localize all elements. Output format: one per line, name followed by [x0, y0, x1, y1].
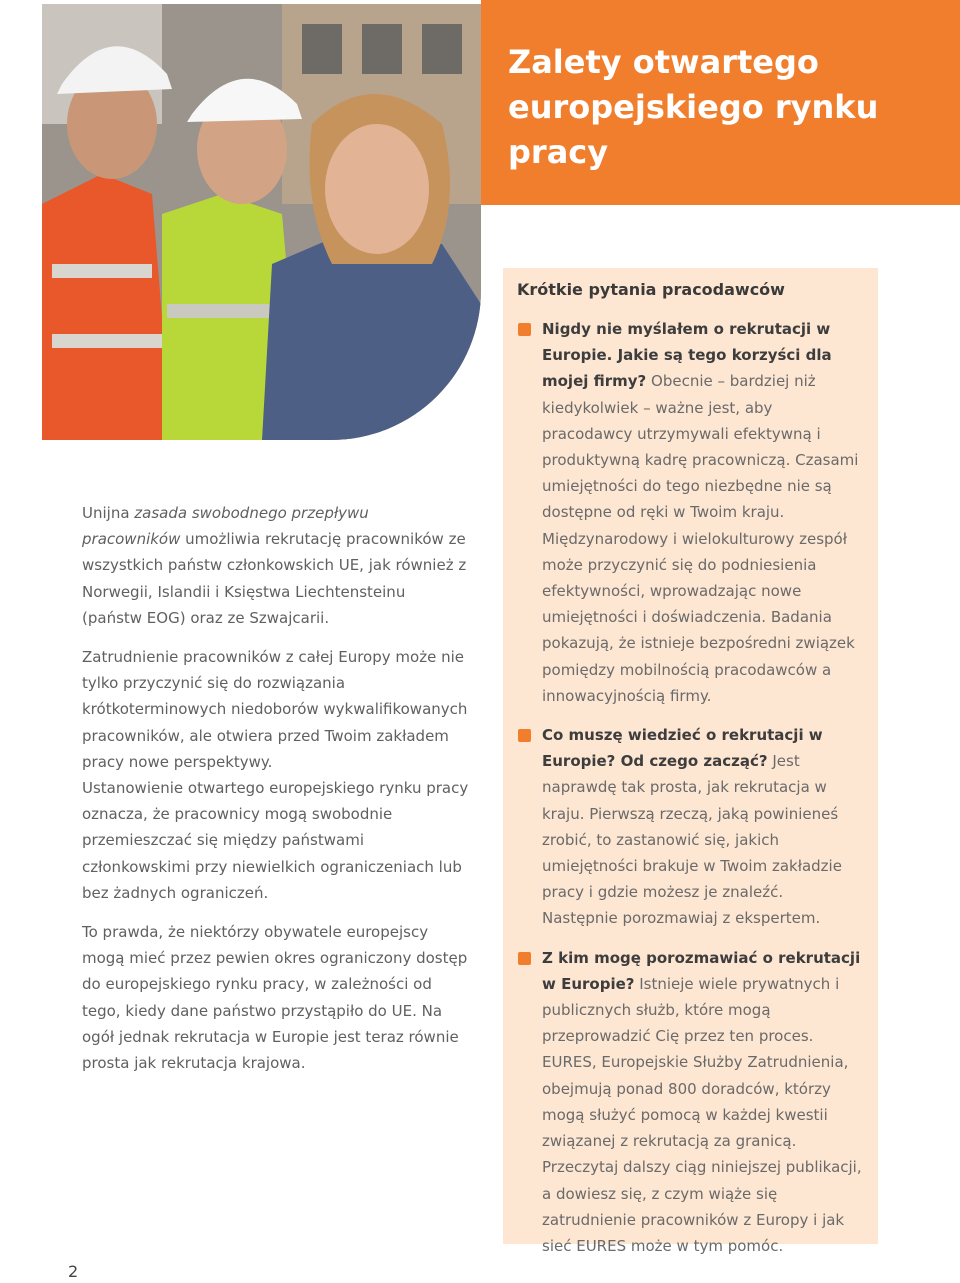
square-bullet-icon	[518, 952, 531, 965]
photo-illustration	[42, 4, 481, 440]
intro-paragraph-3: Ustanowienie otwartego europejskiego rynku pracy oznacza, że pracownicy mogą swobodnie przemieszczać się między państwami członkowskimi przy niewielkich ograniczeniach lub bez żadnych ograniczeń.	[82, 779, 469, 902]
page-title: Zalety otwartego europejskiego rynku pracy	[508, 43, 879, 171]
question-item	[518, 316, 863, 709]
question-text: Nigdy nie myślałem o rekrutacji w Europie. Jakie są tego korzyści dla mojej firmy?	[542, 320, 832, 391]
intro-paragraph-2: Zatrudnienie pracowników z całej Europy może nie tylko przyczynić się do rozwiązania krótkoterminowych niedoborów wykwalifikowanych pracowników, ale otwiera przed Twoim zakładem pracy nowe perspektywy.	[82, 648, 468, 771]
questions-list	[518, 316, 863, 1272]
free-movement-phrase: zasada swobodnego przepływu pracowników	[82, 504, 369, 549]
question-item	[518, 945, 863, 1259]
question-text: Co muszę wiedzieć o rekrutacji w Europie? Od czego zacząć?	[542, 726, 823, 771]
answer-text: Jest naprawdę tak prosta, jak rekrutacja w kraju. Pierwszą rzeczą, jaką powinieneś zrobić, to zastanowić się, jakich umiejętności brakuje w Twoim zakładzie pracy i gdzie możesz je znaleźć. Następnie porozmawiaj z ekspertem.	[542, 752, 842, 928]
square-bullet-icon	[518, 323, 531, 336]
question-item	[518, 722, 863, 932]
title-band	[481, 0, 960, 205]
intro-text	[82, 500, 470, 1089]
questions-heading: Krótkie pytania pracodawców	[517, 280, 785, 299]
square-bullet-icon	[518, 729, 531, 742]
answer-text: Istnieje wiele prywatnych i publicznych służb, które mogą przeprowadzić Cię przez ten proces. EURES, Europejskie Służby Zatrudnienia, obejmują ponad 800 doradców, którzy mogą służyć pomocą w każdej kwestii związanej z rekrutacją za granicą. Przeczytaj dalszy ciąg niniejszej publikacji, a dowiesz się, z czym wiąże się zatrudnienie pracowników z Europy i jak sieć EURES może w tym pomóc.	[542, 974, 862, 1255]
answer-text: Obecnie – bardziej niż kiedykolwiek – ważne jest, aby pracodawcy utrzymywali efektywną i produktywną kadrę pracowniczą. Czasami umiejętności do tego niezbędne nie są dostępne od ręki w Twoim kraju. Międzynarodowy i wielokulturowy zespół może przyczynić się do podniesienia efektywności, wprowadzając nowe umiejętności i doświadczenia. Badania pokazują, że istnieje bezpośredni związek pomiędzy mobilnością pracodawców a innowacyjnością firmy.	[542, 372, 859, 705]
intro-paragraph-4: To prawda, że niektórzy obywatele europejscy mogą mieć przez pewien okres ograniczony dostęp do europejskiego rynku pracy, w zależności od tego, kiedy dane państwo przystąpiło do UE. Na ogół jednak rekrutacja w Europie jest teraz równie prosta jak rekrutacja krajowa.	[82, 923, 468, 1073]
employer-questions-box	[503, 268, 878, 1255]
question-text: Z kim mogę porozmawiać o rekrutacji w Europie?	[542, 948, 861, 993]
page-number: 2	[68, 1262, 79, 1281]
intro-paragraph-1: Unijna zasada swobodnego przepływu pracowników umożliwia rekrutację pracowników ze wszystkich państw członkowskich UE, jak również z Norwegii, Islandii i Księstwa Liechtensteinu (państw EOG) oraz ze Szwajcarii.	[82, 504, 467, 627]
workers-photo	[42, 4, 481, 440]
